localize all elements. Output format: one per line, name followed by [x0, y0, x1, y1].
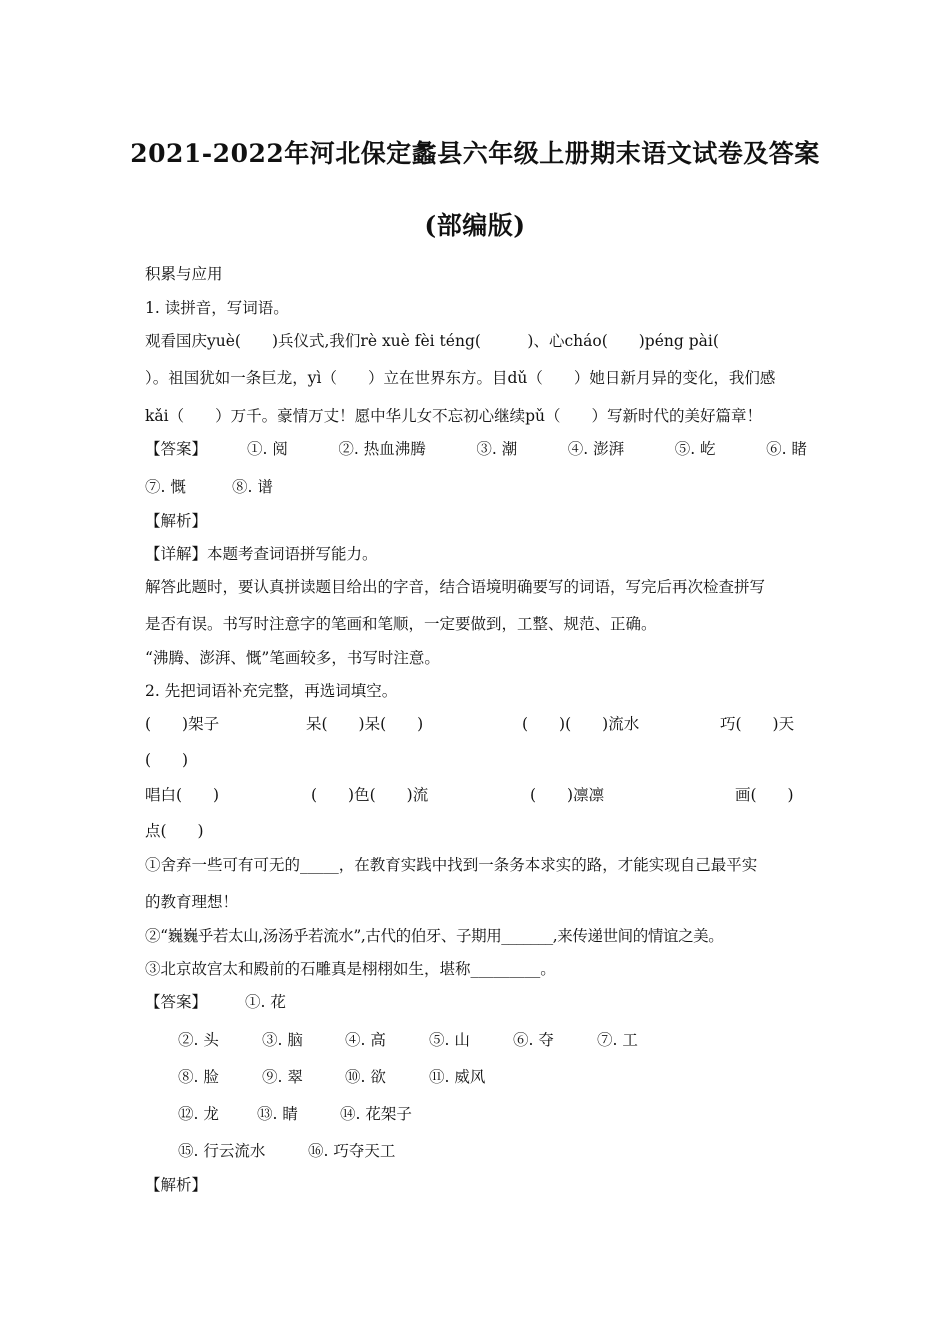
q2-answer: ⑬. 睛: [257, 1105, 298, 1123]
q2-prompt: 2. 先把词语补充完整，再选词填空。: [145, 682, 398, 700]
q1-text-line-1: 观看国庆yuè( )兵仪式,我们rè xuè fèi téng( )、心cháo( )péng pài(: [145, 332, 719, 350]
q1-text-line-2: ）。祖国犹如一条巨龙，yì（ ）立在世界东方。目dǔ（ ）她日新月异的变化，我们感: [145, 369, 776, 387]
q2-answer: ⑪. 威风: [429, 1068, 486, 1086]
q2-word-blank: 呆( )呆( ): [306, 715, 424, 733]
q1-answer: ③. 潮: [476, 440, 518, 458]
q2-answer: ⑥. 夺: [513, 1031, 554, 1049]
q2-answer: ⑤. 山: [429, 1031, 470, 1049]
q2-word-blank: 巧( )天: [720, 715, 795, 733]
q1-answer: ②. 热血沸腾: [338, 440, 426, 458]
q2-answer: ⑦. 工: [597, 1031, 638, 1049]
q2-answer: ⑧. 脸: [178, 1068, 219, 1086]
q2-answer: ④. 高: [345, 1031, 386, 1049]
q2-sentence-1b: 的教育理想！: [145, 893, 239, 911]
q2-sentence-1a: ①舍弃一些可有可无的_____，在教育实践中找到一条务本求实的路，才能实现自己最平实: [145, 856, 758, 874]
q1-answer: ④. 澎湃: [567, 440, 625, 458]
q1-answer: ⑥. 睹: [766, 440, 807, 458]
q2-analysis-label: 【解析】: [145, 1176, 208, 1194]
q2-word-blank: 唱白( ): [145, 786, 220, 804]
q1-text-line: [145, 331, 807, 351]
q2-answer-label: 【答案】: [145, 993, 208, 1011]
q2-word-blank: ( )色( )流: [311, 786, 429, 804]
q2-answer: ⑭. 花架子: [340, 1105, 412, 1123]
q2-word-blank: ( )凛凛: [530, 786, 605, 804]
q1-answer: ⑧. 谱: [232, 478, 273, 496]
q2-answer: ②. 头: [178, 1031, 219, 1049]
q2-word-blank: ( )( )流水: [522, 715, 640, 733]
q2-answer: ⑫. 龙: [178, 1105, 219, 1123]
section-heading: 积累与应用: [145, 265, 223, 283]
q1-answer: ⑤. 屹: [674, 440, 716, 458]
q2-word-blank: ( )架子: [145, 715, 220, 733]
q2-word-blank: ( ): [145, 751, 189, 769]
q1-answer-row: [247, 439, 807, 459]
q1-explanation-2: 是否有误。书写时注意字的笔画和笔顺，一定要做到，工整、规范、正确。: [145, 615, 657, 633]
q1-explanation-3: “沸腾、澎湃、慨”笔画较多，书写时注意。: [145, 649, 440, 667]
q2-sentence-3: ③北京故宫太和殿前的石雕真是栩栩如生，堪称_________。: [145, 960, 556, 978]
q2-answer: ⑩. 欲: [345, 1068, 386, 1086]
q2-word-blank: 点( ): [145, 822, 204, 840]
q1-answer: ⑦. 慨: [145, 478, 186, 496]
q2-answer: ③. 脑: [262, 1031, 303, 1049]
q1-explanation-1: 解答此题时，要认真拼读题目给出的字音，结合语境明确要写的词语，写完后再次检查拼写: [145, 578, 766, 596]
q1-analysis-label: 【解析】: [145, 512, 208, 530]
q1-answer: ①. 阅: [247, 440, 288, 458]
q2-word-blank: 画( ): [735, 786, 794, 804]
q1-text-line-3: kǎi（ ）万千。豪情万丈！愿中华儿女不忘初心继续pǔ（ ）写新时代的美好篇章！: [145, 407, 762, 425]
doc-title: 2021-2022年河北保定蠡县六年级上册期末语文试卷及答案: [130, 139, 820, 168]
q2-answer: ⑨. 翠: [262, 1068, 303, 1086]
q2-answer: ①. 花: [245, 993, 286, 1011]
q2-answer: ⑮. 行云流水: [178, 1142, 266, 1160]
q1-prompt: 1. 读拼音，写词语。: [145, 299, 289, 317]
q1-detail: 【详解】本题考查词语拼写能力。: [145, 545, 378, 563]
doc-subtitle: (部编版): [424, 211, 526, 240]
q2-sentence-2: ②“巍巍乎若太山,汤汤乎若流水”,古代的伯牙、子期用_______,来传递世间的情谊之美。: [145, 927, 724, 945]
q2-answer: ⑯. 巧夺天工: [308, 1142, 396, 1160]
q1-answer-label: 【答案】: [145, 440, 208, 458]
